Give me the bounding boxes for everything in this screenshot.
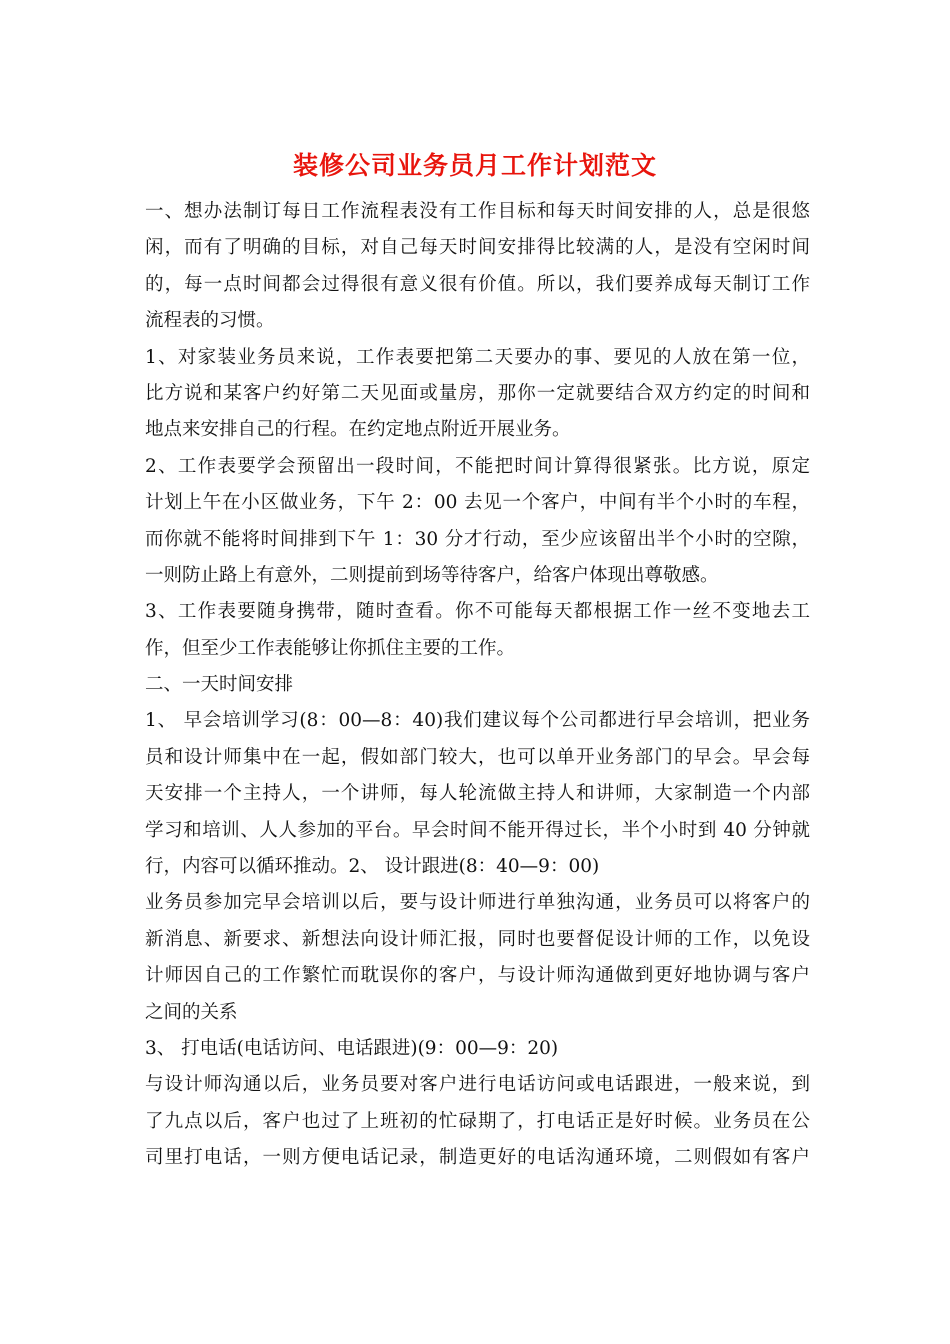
text-line: 3、 打电话(电话访问、电话跟进)(9：00—9：20) [145,1037,559,1059]
text-line: 一则防止路上有意外，二则提前到场等待客户，给客户体现出尊敬感。 [145,564,719,586]
text-line: 业务员参加完早会培训以后，要与设计师进行单独沟通，业务员可以将客户的 [145,892,810,914]
document-body [145,194,810,1177]
text-line: 新消息、新要求、新想法向设计师汇报，同时也要督促设计师的工作，以免设 [145,928,810,950]
text-line: 的，每一点时间都会过得很有意义很有价值。所以，我们要养成每天制订工作 [145,273,810,295]
text-line: 闲，而有了明确的目标，对自己每天时间安排得比较满的人，是没有空闲时间 [145,237,810,259]
text-line: 与设计师沟通以后，业务员要对客户进行电话访问或电话跟进，一般来说，到 [145,1074,810,1096]
text-line: 计划上午在小区做业务，下午 2：00 去见一个客户，中间有半个小时的车程， [145,492,810,514]
text-line: 比方说和某客户约好第二天见面或量房，那你一定就要结合双方约定的时间和 [145,382,810,404]
text-line: 2、工作表要学会预留出一段时间，不能把时间计算得很紧张。比方说，原定 [145,455,810,477]
text-line: 而你就不能将时间排到下午 1：30 分才行动，至少应该留出半个小时的空隙， [145,528,810,550]
text-line: 一、想办法制订每日工作流程表没有工作目标和每天时间安排的人，总是很悠 [145,201,810,222]
text-line: 3、工作表要随身携带，随时查看。你不可能每天都根据工作一丝不变地去工 [145,601,810,623]
text-line: 之间的关系 [145,1001,238,1023]
text-line: 1、 早会培训学习(8：00—8：40)我们建议每个公司都进行早会培训，把业务 [145,710,810,732]
text-line: 1、对家装业务员来说，工作表要把第二天要办的事、要见的人放在第一位， [145,346,810,368]
text-line: 二、一天时间安排 [145,674,294,696]
text-line: 地点来安排自己的行程。在约定地点附近开展业务。 [145,419,571,441]
text-line: 计师因自己的工作繁忙而耽误你的客户，与设计师沟通做到更好地协调与客户 [145,965,810,987]
text-line: 天安排一个主持人，一个讲师，每人轮流做主持人和讲师，大家制造一个内部 [145,783,810,805]
text-line: 行，内容可以循环推动。2、 设计跟进(8：40—9：00) [145,856,600,878]
document-title: 装修公司业务员月工作计划范文 [292,151,657,180]
text-line: 作，但至少工作表能够让你抓住主要的工作。 [145,637,516,659]
text-line: 流程表的习惯。 [145,310,275,332]
text-line: 学习和培训、人人参加的平台。早会时间不能开得过长，半个小时到 40 分钟就 [145,819,810,841]
text-line: 司里打电话，一则方便电话记录，制造更好的电话沟通环境，二则假如有客户 [145,1147,810,1169]
text-line: 了九点以后，客户也过了上班初的忙碌期了，打电话正是好时候。业务员在公 [145,1110,810,1132]
text-line: 员和设计师集中在一起，假如部门较大，也可以单开业务部门的早会。早会每 [145,746,810,768]
